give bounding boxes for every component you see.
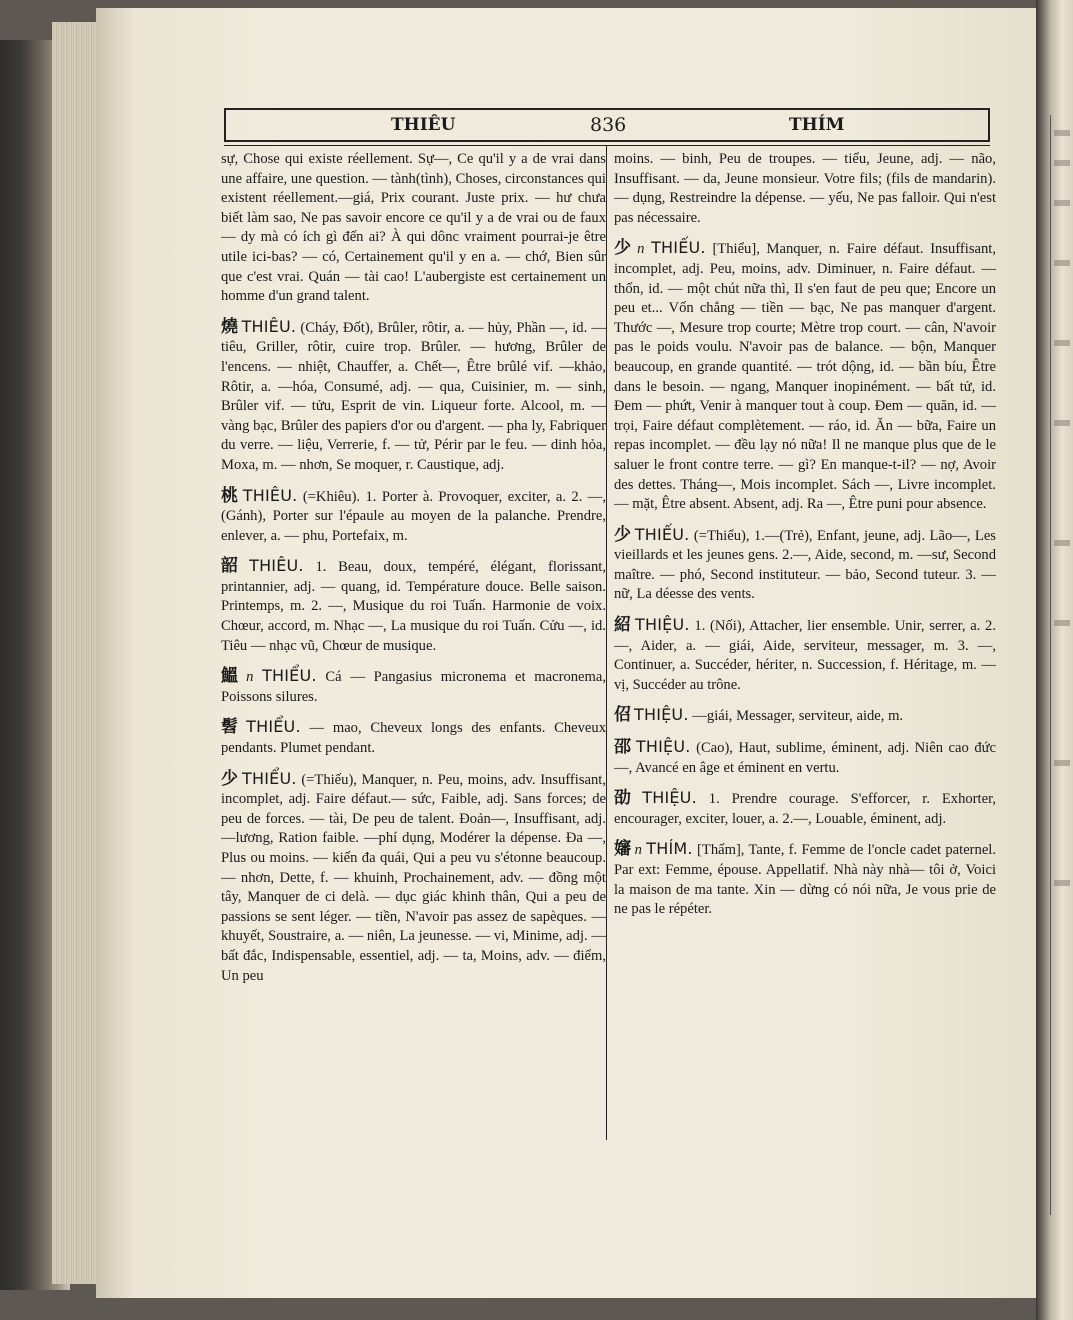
facing-text-fragment <box>1054 340 1070 346</box>
entry-character: 少 <box>614 524 632 545</box>
entry-character: 髫 <box>221 717 244 738</box>
left-column <box>221 150 606 996</box>
entry-paragraph <box>614 788 996 829</box>
entry-paragraph <box>221 769 606 987</box>
entry-paragraph <box>614 238 996 514</box>
entry-paragraph <box>221 486 606 547</box>
entry-paragraph <box>221 556 606 656</box>
dictionary-entry <box>221 556 606 656</box>
entry-character: 桃 <box>221 485 240 506</box>
entry-definition: [Thiểu], Manquer, n. Faire défaut. Insuffisant, incomplet, adj. Peu, moins, adv. Diminuer, n. Faire défaut. — thốn, id. — một chút nữa thì, Il s'en faut de peu que; Encore un peu et... Vốn chẳng — tiền — bạc, Ne pas manquer d'argent. Thước —, Mesure trop courte; Mètre trop court. — cân, N'avoir pas le poids voulu. N'avoir pas de balance. — bộn, Manquer beaucoup, en grande quantité. — trót dộng, id. — bần bíu, Être dans le besoin. — ngang, Manquer inopinément. — bất tử, id. Đem — phứt, Venir à manquer tout à coup. Đem — quăn, id. — trọi, Faire défaut complètement. — ráo, id. Ăn — bữa, Faire un repas incomplet. — đều lạy nó nữa! Il ne manque plus que de le saluer le front contre terre. — gì? En manque-t-il? — nợ, Avoir des dettes. Tháng—, Mois incomplet. Sách —, Livre incomplet. — mặt, Être absent. Absent, adj. Ra —, Être puni pour absence. <box>614 241 996 513</box>
entry-paragraph <box>221 317 606 476</box>
entry-paragraph <box>221 150 606 307</box>
entry-definition: 1. Beau, doux, tempéré, élégant, florissant, printannier, adj. — quang, id. Température douce. Belle saison. Printemps, m. 2. —, Musique du roi Tuấn. Harmonie de voix. Chœur, accord, m. Nhạc —, La musique du roi Tuấn. Cửu —, id. Tiêu — nhạc vũ, Chœur de musique. <box>221 559 606 654</box>
entry-definition: (Cao), Haut, sublime, éminent, adj. Niên cao đức—, Avancé en âge et éminent en vertu. <box>614 740 997 776</box>
dictionary-entry <box>614 705 996 727</box>
entry-headword: THIỂU. <box>262 666 317 686</box>
entry-character: 韶 <box>221 556 247 577</box>
dictionary-entry <box>221 317 606 476</box>
entry-headword: THÍM. <box>646 839 693 859</box>
running-header <box>224 108 990 142</box>
entry-paragraph <box>614 705 996 727</box>
entry-paragraph <box>221 717 606 758</box>
facing-page-edge <box>1036 0 1073 1320</box>
dictionary-entry <box>221 486 606 547</box>
entry-character: 劭 <box>614 788 640 809</box>
dictionary-entry <box>614 238 996 514</box>
facing-text-fragment <box>1054 420 1070 426</box>
entry-character: 少 <box>614 238 635 259</box>
entry-paragraph <box>614 615 996 695</box>
column-divider <box>606 146 607 1140</box>
facing-text-fragment <box>1054 200 1070 206</box>
entry-headword: THIẾU. <box>651 238 706 258</box>
dictionary-entry <box>221 717 606 758</box>
entry-headword: THIỆU. <box>635 615 690 635</box>
entry-headword: THIẾU. <box>634 524 690 544</box>
entry-definition: — mao, Cheveux longs des enfants. Cheveux pendants. Plumet pendant. <box>221 720 606 757</box>
entry-headword: THIÊU. <box>242 485 298 505</box>
entry-definition: —giái, Messager, serviteur, aide, m. <box>692 708 904 725</box>
entry-paragraph <box>614 525 996 605</box>
entry-paragraph <box>614 150 996 228</box>
dictionary-entry <box>614 737 996 778</box>
entry-character: 少 <box>221 768 240 789</box>
facing-page-rule <box>1050 115 1051 1215</box>
header-rule <box>224 145 990 146</box>
entry-definition: (=Thiểu), 1.—(Trẻ), Enfant, jeune, adj. Lão—, Les vieillards et les jeunes gens. 2.—, Aide, second, m. —sư, Second maître. — phó, Second instituteur. — bảo, Second tuteur. 3. — nữ, La déesse des vents. <box>614 527 996 603</box>
entry-definition: 1. Prendre courage. S'efforcer, r. Exhorter, encourager, exciter, louer, a. 2.—, Louable, éminent, adj. <box>614 791 996 827</box>
entry-continuation <box>614 150 996 228</box>
entry-headword: THIỆU. <box>634 705 689 725</box>
entry-definition: (=Khiêu). 1. Porter à. Provoquer, exciter, a. 2. —, (Gánh), Porter sur l'épaule au moyen de la palanche. Prendre, enlever, a. — phu, Portefaix, m. <box>221 488 606 544</box>
facing-text-fragment <box>1054 620 1070 626</box>
entry-headword: THIỂU. <box>246 717 301 737</box>
facing-text-fragment <box>1054 130 1070 136</box>
entry-headword: THIÊU. <box>241 316 297 336</box>
entry-character: 邵 <box>614 737 633 758</box>
dictionary-entry <box>221 769 606 987</box>
entry-paragraph <box>614 839 996 919</box>
entry-headword: THIỂU. <box>242 768 297 788</box>
entry-paragraph <box>221 666 606 707</box>
dictionary-entry <box>614 525 996 605</box>
facing-text-fragment <box>1054 260 1070 266</box>
page-number: 836 <box>590 114 627 136</box>
entry-continuation <box>221 150 606 307</box>
entry-headword: THIỆU. <box>642 788 697 808</box>
entry-headword: THIÊU. <box>249 556 304 576</box>
entry-character: 嬸 <box>614 839 632 860</box>
entry-definition: moins. — binh, Peu de troupes. — tiểu, Jeune, adj. — não, Insuffisant. — da, Jeune monsieur. Votre fils; (fils de mandarin). — dụng, Restreindre la dépense. — yếu, Ne pas falloir. Qui n'est pas nécessaire. <box>614 151 996 226</box>
header-left-headword: THIÊU <box>391 115 456 135</box>
right-column <box>614 150 996 930</box>
dictionary-entry <box>614 788 996 829</box>
entry-paragraph <box>614 737 996 778</box>
entry-definition: (=Thiếu), Manquer, n. Peu, moins, adv. Insuffisant, incomplet, adj. Faire défaut.— sức, Faible, adj. Sans forces; de peu de forces. — tài, De peu de talent. Đoản—, Insuffisant, adj. —lương, Ration faible. —phí dụng, Modérer la dépense. Đa —, Plus ou moins. — kiến đa quái, Qui a peu vu s'étonne beaucoup. — nhơn, Dette, f. — khuinh, Prochainement, adv. — đồng một tây, Manquer de ci delà. — dục giác khinh thân, Qui a peu de passions se sent léger. — tiền, N'avoir pas assez de sapèques. — khuyết, Soustraire, a. — niên, La jeunesse. — vi, Minime, adj. —bất đắc, Indispensable, essentiel, adj. — ta, Moins, adv. — điểm, Un peu <box>221 771 606 984</box>
entry-definition: 1. (Nối), Attacher, lier ensemble. Unir, serrer, a. 2. —, Aider, a. — giái, Aide, serviteur, messager, m. 3. —, Continuer, a. Succéder, hériter, n. Succession, f. Héritage, m. — vị, Succéder au trône. <box>614 618 996 693</box>
entry-part-of-speech: n <box>634 842 642 859</box>
facing-text-fragment <box>1054 160 1070 166</box>
dictionary-entry <box>614 615 996 695</box>
entry-headword: THIỆU. <box>635 737 691 757</box>
entry-part-of-speech: n <box>246 669 254 686</box>
facing-text-fragment <box>1054 880 1070 886</box>
entry-character: 佋 <box>614 705 631 726</box>
entry-definition: Cá — Pangasius micronema et macronema, Poissons silures. <box>221 669 606 705</box>
facing-text-fragment <box>1054 540 1070 546</box>
dictionary-entry <box>614 839 996 919</box>
facing-text-fragment <box>1054 760 1070 766</box>
entry-character: 燒 <box>221 316 239 337</box>
entry-part-of-speech: n <box>637 241 645 258</box>
entry-character: 鰮 <box>221 666 244 687</box>
entry-character: 紹 <box>614 615 633 636</box>
dictionary-entry <box>221 666 606 707</box>
entry-definition: sự, Chose qui existe réellement. Sự—, Ce qu'il y a de vrai dans une affaire, une question. — tành(tình), Choses, circonstances qui existent réellement.—giá, Prix courant. Juste prix. — hư chưa biết làm sao, Ne pas savoir encore ce qu'il y a de vrai ou de faux — dy mà có ích gì đến ai? À qui dônc vraiment pourrai-je être utile ici-bas? — có, Certainement qu'il y en a. — chớ, Bien sûr que c'est vrai. Quán — tài cao! L'aubergiste est certainement un homme d'un grand talent. <box>221 151 606 305</box>
entry-definition: (Cháy, Đốt), Brûler, rôtir, a. — hủy, Phần —, id. — tiêu, Griller, rôtir, cuire trop. Brûler. — hương, Brûler de l'encens. — nhiệt, Chauffer, a. Chết—, Être brûlé vif. —khảo, Rôtir, a. —hóa, Consumé, adj. — qua, Cuisinier, m. — sinh, Brûler vif. — tửu, Esprit de vin. Liqueur forte. Alcool, m. — vàng bạc, Brûler des papiers d'or ou d'argent. — pha ly, Fabriquer du verre. — liệu, Verrerie, f. — tử, Périr par le feu. — dinh hỏa, Moxa, m. — nhơn, Se moquer, r. Caustique, adj. <box>221 319 607 473</box>
entry-definition: [Thẩm], Tante, f. Femme de l'oncle cadet paternel. Par ext: Femme, épouse. Appellatif. Nhà này nhà— tôi ở, Voici la maison de ma tante. Xin — dừng có nói nữa, Je vous prie de ne pas le répéter. <box>614 842 997 918</box>
header-right-headword: THÍM <box>789 115 845 135</box>
